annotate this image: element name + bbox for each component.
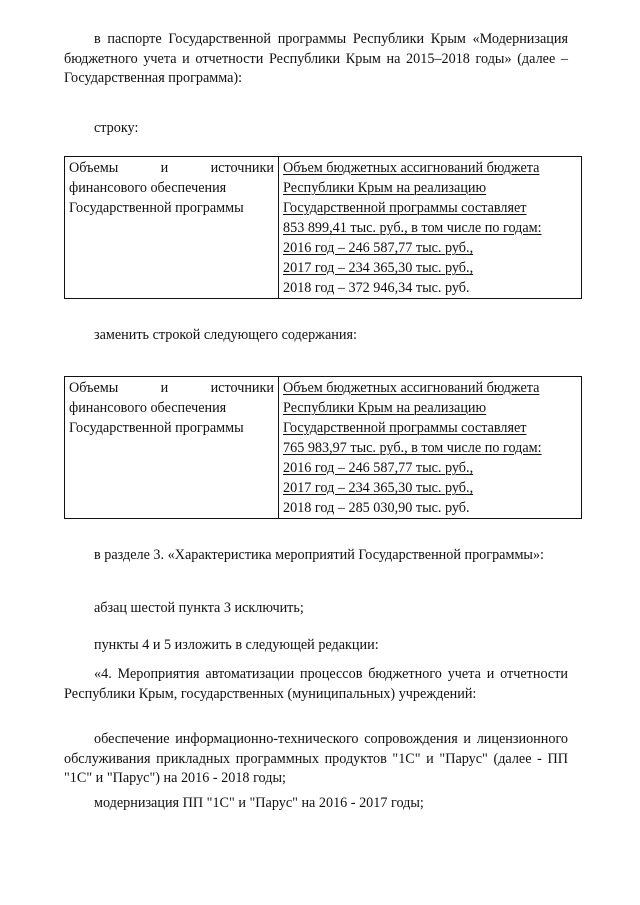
new-row-right-line: Объем бюджетных ассигнований бюджета <box>283 380 540 396</box>
old-row-left-line: финансового обеспечения <box>69 180 227 196</box>
new-row-left-line: Объемы и источники <box>69 380 274 396</box>
table-row <box>65 377 582 519</box>
points-line: пункты 4 и 5 изложить в следующей редакции: <box>94 637 379 653</box>
old-row-left-cell <box>65 157 279 299</box>
new-row-left-line: финансового обеспечения <box>69 400 227 416</box>
new-row-right-line: 2017 год – 234 365,30 тыс. руб., <box>283 480 474 496</box>
replace-line: заменить строкой следующего содержания: <box>94 327 357 343</box>
old-row-right-line: 853 899,41 тыс. руб., в том числе по годам: <box>283 220 542 236</box>
new-row-left-cell <box>65 377 279 519</box>
new-row-right-line: 765 983,97 тыс. руб., в том числе по годам: <box>283 440 542 456</box>
point4-paragraph: «4. Мероприятия автоматизации процессов бюджетного учета и отчетности Республики Крым, государственных (муниципальных) учреждений: <box>64 666 568 702</box>
old-row-right-cell <box>279 157 582 299</box>
new-row-right-line: Республики Крым на реализацию <box>283 400 487 416</box>
table-row <box>65 157 582 299</box>
support-paragraph: обеспечение информационно-технического сопровождения и лицензионного обслуживания прикладных программных продуктов "1С" и "Парус" (далее - ПП "1С" и "Парус") на 2016 - 2018 годы; <box>64 731 568 786</box>
section3-paragraph: в разделе 3. «Характеристика мероприятий Государственной программы»: <box>94 547 545 563</box>
old-row-right-line: 2018 год – 372 946,34 тыс. руб. <box>283 280 470 296</box>
new-row-left-line: Государственной программы <box>69 420 244 436</box>
modern-line: модернизация ПП "1С" и "Парус" на 2016 - 2017 годы; <box>94 795 424 811</box>
new-row-right-cell <box>279 377 582 519</box>
new-row-right-line: 2018 год – 285 030,90 тыс. руб. <box>283 500 470 516</box>
old-row-left-line: Объемы и источники <box>69 160 274 176</box>
abzac-line: абзац шестой пункта 3 исключить; <box>94 600 304 616</box>
label-line: строку: <box>94 120 139 136</box>
intro-paragraph: в паспорте Государственной программы Республики Крым «Модернизация бюджетного учета и отчетности Республики Крым на 2015–2018 годы» (далее – Государственная программа): <box>64 31 568 86</box>
new-row-right-line: 2016 год – 246 587,77 тыс. руб., <box>283 460 474 476</box>
old-row-right-line: Республики Крым на реализацию <box>283 180 487 196</box>
new-row-table <box>64 376 582 519</box>
old-row-left-line: Государственной программы <box>69 200 244 216</box>
old-row-table <box>64 156 582 299</box>
old-row-right-line: Государственной программы составляет <box>283 200 527 216</box>
old-row-right-line: 2017 год – 234 365,30 тыс. руб., <box>283 260 474 276</box>
old-row-right-line: 2016 год – 246 587,77 тыс. руб., <box>283 240 474 256</box>
new-row-right-line: Государственной программы составляет <box>283 420 527 436</box>
old-row-right-line: Объем бюджетных ассигнований бюджета <box>283 160 540 176</box>
